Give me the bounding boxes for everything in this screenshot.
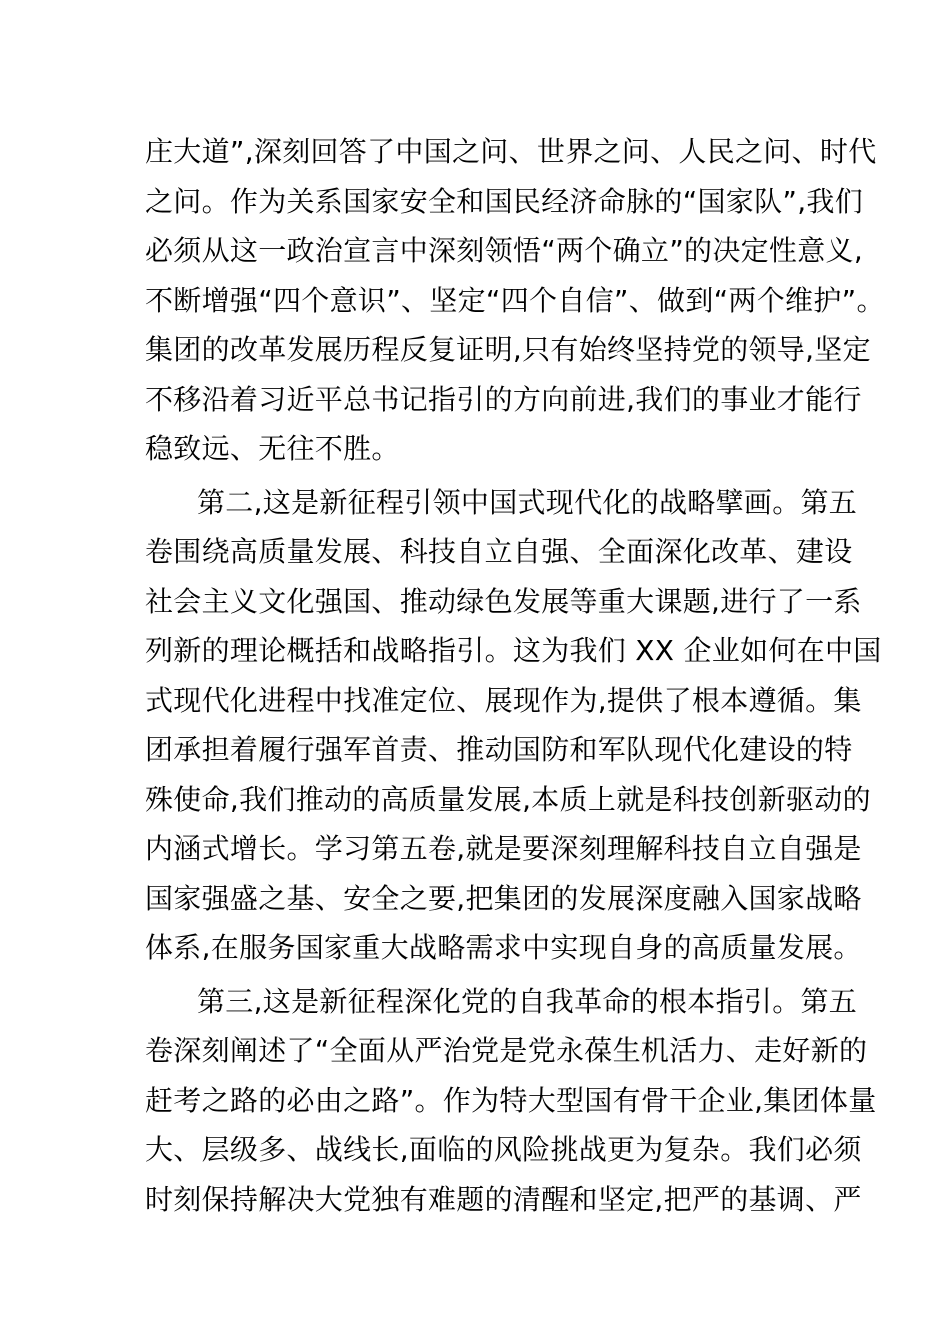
text-line: 列新的理论概括和战略指引。这为我们 XX 企业如何在中国 bbox=[145, 634, 882, 667]
text-line: 不移沿着习近平总书记指引的方向前进,我们的事业才能行 bbox=[145, 382, 862, 416]
document-body bbox=[145, 127, 885, 1224]
text-line: 不断增强“四个意识”、坚定“四个自信”、做到“两个维护”。 bbox=[145, 283, 885, 317]
text-line: 式现代化进程中找准定位、展现作为,提供了根本遵循。集 bbox=[145, 683, 862, 717]
text-line: 内涵式增长。学习第五卷,就是要深刻理解科技自立自强是 bbox=[145, 832, 862, 865]
text-line: 稳致远、无往不胜。 bbox=[145, 432, 400, 465]
text-line: 第二,这是新征程引领中国式现代化的战略擘画。第五 bbox=[197, 485, 858, 519]
text-line: 必须从这一政治宣言中深刻领悟“两个确立”的决定性意义, bbox=[145, 234, 864, 267]
text-line: 时刻保持解决大党独有难题的清醒和坚定,把严的基调、严 bbox=[145, 1182, 862, 1216]
text-line: 集团的改革发展历程反复证明,只有始终坚持党的领导,坚定 bbox=[145, 333, 871, 366]
text-line: 卷围绕高质量发展、科技自立自强、全面深化改革、建设 bbox=[145, 535, 853, 568]
paragraph bbox=[145, 127, 885, 474]
text-line: 庄大道”,深刻回答了中国之问、世界之问、人民之问、时代 bbox=[145, 135, 877, 168]
text-line: 社会主义文化强国、推动绿色发展等重大课题,进行了一系 bbox=[145, 584, 862, 618]
text-line: 殊使命,我们推动的高质量发展,本质上就是科技创新驱动的 bbox=[145, 782, 871, 816]
text-line: 赶考之路的必由之路”。作为特大型国有骨干企业,集团体量 bbox=[145, 1083, 877, 1117]
text-line: 团承担着履行强军首责、推动国防和军队现代化建设的特 bbox=[145, 733, 853, 766]
text-line: 第三,这是新征程深化党的自我革命的根本指引。第五 bbox=[197, 984, 858, 1018]
paragraph bbox=[145, 478, 882, 973]
text-line: 卷深刻阐述了“全面从严治党是党永葆生机活力、走好新的 bbox=[145, 1034, 868, 1067]
text-line: 国家强盛之基、安全之要,把集团的发展深度融入国家战略 bbox=[145, 881, 862, 915]
text-line: 体系,在服务国家重大战略需求中实现自身的高质量发展。 bbox=[145, 931, 862, 964]
text-line: 大、层级多、战线长,面临的风险挑战更为复杂。我们必须 bbox=[145, 1133, 862, 1166]
text-line: 之问。作为关系国家安全和国民经济命脉的“国家队”,我们 bbox=[145, 184, 864, 218]
paragraph bbox=[145, 977, 877, 1225]
